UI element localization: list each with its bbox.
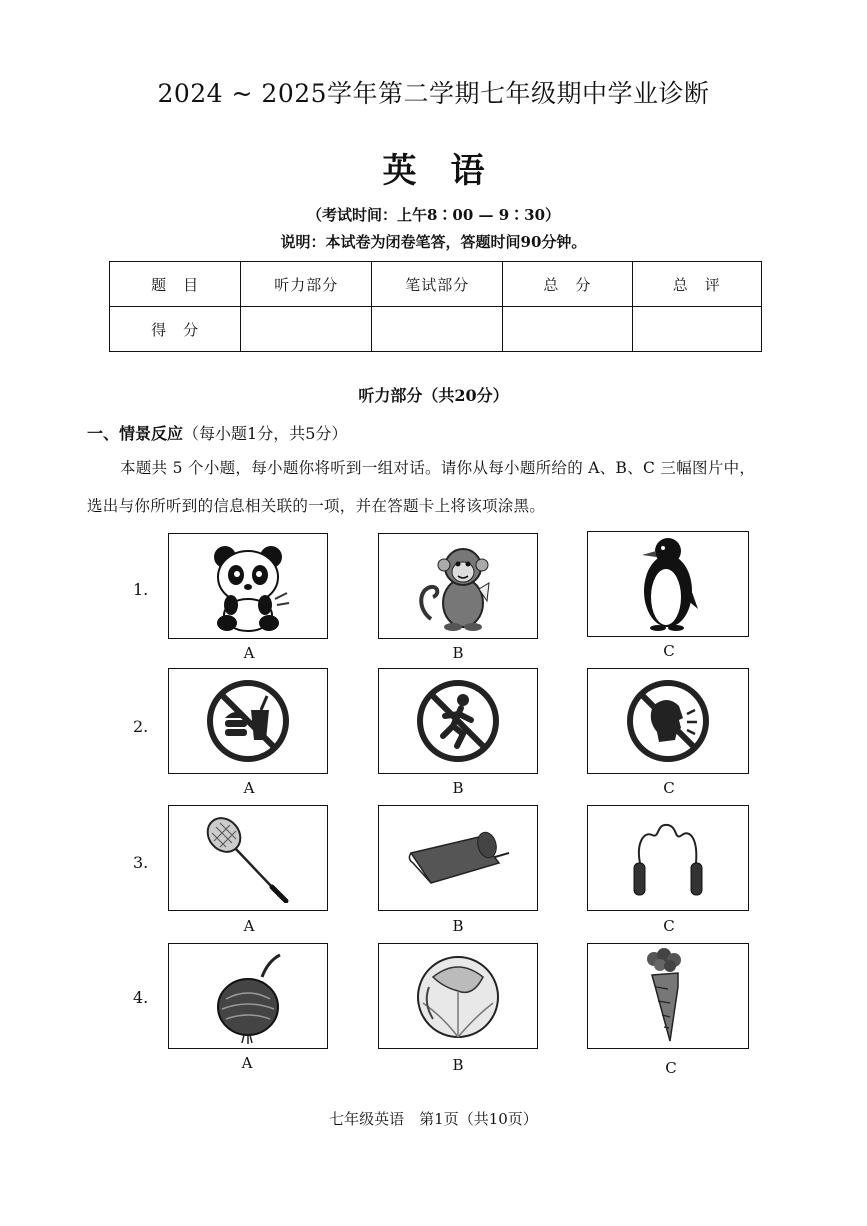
yoga-mat-icon <box>403 823 513 893</box>
badminton-racket-icon <box>198 813 298 903</box>
no-talking-icon <box>623 676 713 766</box>
option-image-box[interactable] <box>168 533 328 639</box>
no-food-drink-icon <box>203 676 293 766</box>
option-label: C <box>663 917 675 935</box>
option-label: C <box>665 1059 677 1077</box>
section-title <box>87 421 347 444</box>
score-table <box>109 261 762 352</box>
option-label: A <box>243 644 255 662</box>
exam-note: 说明：本试卷为闭卷笔答，答题时间90分钟。 <box>280 233 587 251</box>
question-number: 4. <box>133 988 149 1007</box>
question-number: 1. <box>133 580 149 599</box>
exam-time: （考试时间：上午8∶00 — 9∶30） <box>306 206 561 224</box>
no-running-icon <box>413 676 503 766</box>
question-number: 2. <box>133 717 149 736</box>
option-image-box[interactable] <box>378 805 538 911</box>
score-input-cell[interactable] <box>632 307 761 352</box>
score-table-cell: 笔试部分 <box>372 262 503 307</box>
page-footer: 七年级英语 第1页（共10页） <box>329 1110 538 1128</box>
option-image-box[interactable] <box>378 533 538 639</box>
option-label: C <box>663 779 675 797</box>
section-title-points: （每小题1分，共5分） <box>183 424 348 443</box>
panda-icon <box>203 539 293 634</box>
score-table-score-row <box>110 307 762 352</box>
score-input-cell[interactable] <box>503 307 632 352</box>
score-table-cell: 总 评 <box>632 262 761 307</box>
option-label: B <box>452 779 464 797</box>
score-table-cell: 总 分 <box>503 262 632 307</box>
jump-rope-icon <box>618 813 718 903</box>
cabbage-icon <box>413 947 503 1045</box>
option-image-box[interactable] <box>587 805 749 911</box>
score-table-cell: 听力部分 <box>241 262 372 307</box>
score-table-cell: 题 目 <box>110 262 241 307</box>
option-image-box[interactable] <box>378 943 538 1049</box>
option-label: C <box>663 642 675 660</box>
option-image-box[interactable] <box>587 668 749 774</box>
option-image-box[interactable] <box>587 943 749 1049</box>
option-image-box[interactable] <box>168 668 328 774</box>
question-number: 3. <box>133 853 149 872</box>
score-table-cell: 得 分 <box>110 307 241 352</box>
score-input-cell[interactable] <box>241 307 372 352</box>
section-instruction-line: 选出与你所听到的信息相关联的一项，并在答题卡上将该项涂黑。 <box>87 497 546 515</box>
subject-title: 英语 <box>382 151 519 191</box>
option-label: B <box>452 917 464 935</box>
option-label: B <box>452 644 464 662</box>
option-label: B <box>452 1056 464 1074</box>
option-label: A <box>241 1054 253 1072</box>
monkey-icon <box>413 539 503 634</box>
option-label: A <box>243 917 255 935</box>
listening-title: 听力部分（共20分） <box>358 386 509 405</box>
penguin-icon <box>628 535 708 633</box>
carrot-icon <box>628 947 708 1045</box>
section-title-main: 一、情景反应 <box>87 424 184 443</box>
section-instruction-line: 本题共 5 个小题，每小题你将听到一组对话。请你从每小题所给的 A、B、C 三幅图片中， <box>120 459 756 477</box>
option-image-box[interactable] <box>587 531 749 637</box>
score-table-header-row <box>110 262 762 307</box>
exam-title: 2024 ~ 2025学年第二学期七年级期中学业诊断 <box>157 79 710 108</box>
option-image-box[interactable] <box>168 805 328 911</box>
option-image-box[interactable] <box>378 668 538 774</box>
option-image-box[interactable] <box>168 943 328 1049</box>
score-input-cell[interactable] <box>372 307 503 352</box>
onion-icon <box>208 947 288 1045</box>
option-label: A <box>243 779 255 797</box>
